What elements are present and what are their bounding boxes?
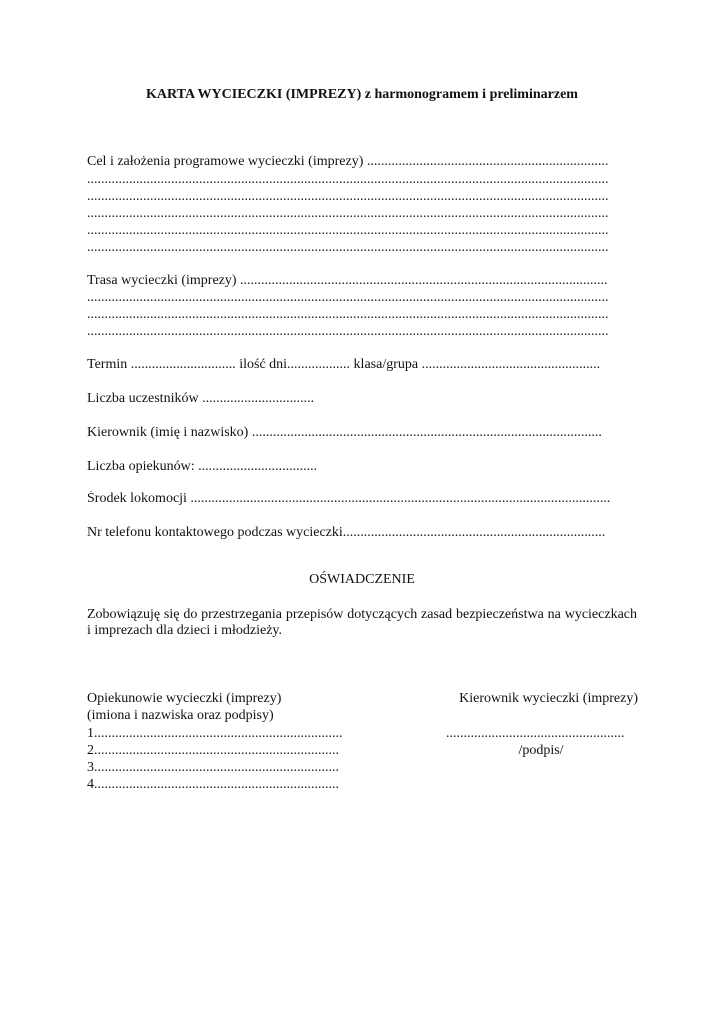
liczba-opiekunow-field: Liczba opiekunów: .................................. [87, 459, 318, 474]
opiekun-signature-line-3: 3...................................................................... [87, 760, 339, 775]
srodek-lokomocji-field: Środek lokomocji ........................................................................................................................ [87, 491, 611, 506]
liczba-uczestnikow-field: Liczba uczestników ................................ [87, 391, 315, 406]
trasa-dots-line: ..................................................................................................................................................... [87, 307, 609, 322]
trasa-dots-line: ..................................................................................................................................................... [87, 324, 609, 339]
termin-field: Termin .............................. ilość dni.................. klasa/grupa ................................................... [87, 357, 601, 372]
kierownik-field: Kierownik (imię i nazwisko) .................................................................................................... [87, 425, 602, 440]
trasa-dots-line: ..................................................................................................................................................... [87, 290, 609, 305]
oswiadczenie-text: Zobowiązuję się do przestrzegania przepisów dotyczących zasad bezpieczeństwa na wycieczkach i imprezach dla dzieci i młodzieży. [87, 607, 637, 638]
cel-dots-line: ..................................................................................................................................................... [87, 206, 609, 221]
opiekunowie-sub: (imiona i nazwiska oraz podpisy) [87, 708, 274, 723]
cel-dots-line: ..................................................................................................................................................... [87, 240, 609, 255]
oswiadczenie-heading: OŚWIADCZENIE [309, 572, 415, 587]
cel-dots-line: ..................................................................................................................................................... [87, 223, 609, 238]
opiekunowie-label: Opiekunowie wycieczki (imprezy) [87, 691, 282, 706]
document-title: KARTA WYCIECZKI (IMPREZY) z harmonogramem i preliminarzem [146, 87, 578, 102]
cel-dots-line: ..................................................................................................................................................... [87, 189, 609, 204]
opiekun-signature-line-4: 4...................................................................... [87, 777, 339, 792]
opiekun-signature-line-2: 2...................................................................... [87, 743, 339, 758]
telefon-field: Nr telefonu kontaktowego podczas wycieczki........................................................................... [87, 525, 606, 540]
opiekun-signature-line-1: 1....................................................................... [87, 726, 343, 741]
kierownik-signature-label: Kierownik wycieczki (imprezy) [459, 691, 638, 706]
cel-dots-line: ..................................................................................................................................................... [87, 172, 609, 187]
podpis-label: /podpis/ [518, 743, 564, 758]
trasa-field: Trasa wycieczki (imprezy) ......................................................................................................... [87, 273, 608, 288]
cel-field: Cel i założenia programowe wycieczki (imprezy) ..................................................................... [87, 154, 609, 169]
kierownik-signature-line: ................................................... [446, 726, 625, 741]
